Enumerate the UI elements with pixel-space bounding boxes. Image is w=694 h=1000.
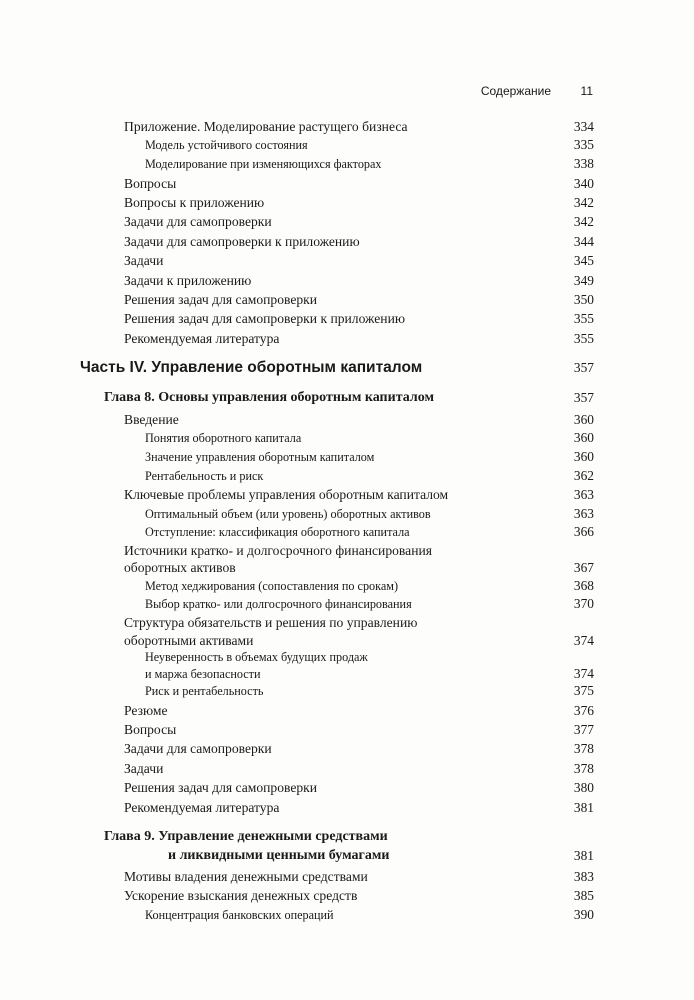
toc-entry-page-number: 350: [573, 291, 594, 307]
toc-entry-title: Моделирование при изменяющихся факторах: [145, 156, 382, 171]
toc-subsection: [0, 577, 694, 596]
toc-entry-title: Мотивы владения денежными средствами: [124, 868, 368, 884]
toc-entry-page-number: 357: [573, 360, 594, 376]
toc-entry-page-number: 340: [573, 175, 594, 191]
toc-entry-title-continued: и маржа безопасности: [145, 666, 261, 681]
toc-subsection: [0, 523, 694, 542]
toc-entry-title: Значение управления оборотным капиталом: [145, 450, 375, 465]
toc-entry-page-number: 376: [573, 702, 594, 718]
toc-section: [0, 739, 694, 758]
toc-subsection: [0, 906, 694, 925]
toc-entry-title: Риск и рентабельность: [145, 684, 264, 699]
toc-entry-title: Задачи для самопроверки к приложению: [124, 233, 360, 249]
toc-section: [0, 720, 694, 739]
toc-entry-title: Рекомендуемая литература: [124, 799, 280, 815]
toc-entry-page-number: 370: [573, 596, 594, 612]
toc-section: [0, 232, 694, 251]
toc-section: [0, 485, 694, 504]
toc-entry-page-number: 390: [573, 906, 594, 922]
toc-entry-page-number: 383: [573, 868, 594, 884]
toc-entry-title: Задачи к приложению: [124, 272, 252, 288]
toc-entry-page-number: 385: [573, 888, 594, 904]
toc-subsection: [0, 649, 694, 682]
toc-subsection: [0, 467, 694, 486]
toc-entry-page-number: 345: [573, 253, 594, 269]
toc-chapter-heading: [0, 386, 694, 410]
toc-entry-title: Понятия оборотного капитала: [145, 431, 302, 446]
toc-subsection: [0, 595, 694, 614]
toc-entry-page-number: 377: [573, 722, 594, 738]
toc-part-heading: [0, 350, 694, 386]
running-head: [0, 84, 694, 102]
toc-section: [0, 329, 694, 348]
toc-section: [0, 212, 694, 231]
toc-entry-page-number: 378: [573, 760, 594, 776]
toc-section: [0, 542, 694, 577]
toc-entry-title: Задачи для самопроверки: [124, 214, 272, 230]
toc-entry-page-number: 349: [573, 272, 594, 288]
toc-entry-page-number: 334: [573, 119, 594, 134]
toc-section: [0, 867, 694, 886]
toc-entry-title: Ключевые проблемы управления оборотным капиталом: [124, 487, 449, 503]
toc-entry-title: Ускорение взыскания денежных средств: [124, 888, 358, 904]
toc-entry-title: Рентабельность и риск: [145, 468, 264, 483]
toc-section: [0, 886, 694, 905]
toc-section: [0, 174, 694, 193]
toc-section: [0, 290, 694, 309]
toc-section: [0, 798, 694, 817]
toc-entry-page-number: 338: [573, 155, 594, 171]
toc-entry-page-number: 374: [573, 632, 594, 648]
toc-section: [0, 117, 694, 136]
toc-entry-page-number: 342: [573, 214, 594, 230]
toc-entry-title: Решения задач для самопроверки: [124, 780, 318, 796]
toc-subsection: [0, 429, 694, 448]
toc-entry-page-number: 360: [573, 412, 594, 428]
toc-entry-title: Метод хеджирования (сопоставления по срокам): [145, 578, 399, 593]
toc-section: [0, 778, 694, 797]
toc-entry-title: Неуверенность в объемах будущих продаж: [145, 650, 368, 665]
table-of-contents: [0, 117, 694, 924]
toc-entry-page-number: 380: [573, 780, 594, 796]
toc-entry-title: Источники кратко- и долгосрочного финансирования: [124, 542, 433, 558]
toc-entry-title: Введение: [124, 412, 179, 428]
toc-entry-title: Часть IV. Управление оборотным капиталом: [80, 359, 423, 377]
toc-section: [0, 614, 694, 649]
toc-subsection: [0, 155, 694, 174]
running-head-title: Содержание: [480, 84, 551, 98]
toc-entry-page-number: 362: [573, 467, 594, 483]
toc-entry-title: Задачи: [124, 253, 164, 269]
toc-section: [0, 759, 694, 778]
toc-entry-page-number: 378: [573, 741, 594, 757]
toc-entry-title: Концентрация банковских операций: [145, 907, 334, 922]
toc-subsection: [0, 505, 694, 524]
toc-section: [0, 410, 694, 429]
toc-entry-title: Задачи для самопроверки: [124, 741, 272, 757]
toc-entry-title: Оптимальный объем (или уровень) оборотных активов: [145, 506, 431, 521]
toc-entry-page-number: 357: [573, 390, 594, 406]
toc-section: [0, 701, 694, 720]
toc-entry-page-number: 367: [573, 560, 594, 576]
toc-entry-title: Приложение. Моделирование растущего бизнеса: [124, 119, 408, 134]
toc-entry-page-number: 363: [573, 505, 594, 521]
toc-entry-title: Глава 9. Управление денежными средствами: [104, 828, 388, 844]
toc-entry-title: Вопросы: [124, 175, 177, 191]
toc-entry-title: Структура обязательств и решения по управлению: [124, 615, 418, 631]
toc-entry-title-continued: оборотных активов: [124, 560, 236, 576]
toc-entry-title-continued: и ликвидными ценными бумагами: [168, 847, 390, 863]
toc-entry-title: Решения задач для самопроверки к приложению: [124, 311, 406, 327]
toc-entry-page-number: 368: [573, 577, 594, 593]
toc-section: [0, 193, 694, 212]
toc-entry-page-number: 355: [573, 330, 594, 346]
toc-entry-page-number: 344: [573, 233, 594, 249]
toc-entry-page-number: 381: [573, 799, 594, 815]
toc-entry-page-number: 360: [573, 449, 594, 465]
toc-entry-title: Решения задач для самопроверки: [124, 291, 318, 307]
toc-entry-title: Выбор кратко- или долгосрочного финансирования: [145, 597, 412, 612]
toc-section: [0, 271, 694, 290]
toc-entry-title: Отступление: классификация оборотного капитала: [145, 525, 410, 540]
toc-section: [0, 251, 694, 270]
toc-entry-page-number: 375: [573, 683, 594, 699]
toc-entry-page-number: 366: [573, 524, 594, 540]
running-head-page-number: 11: [580, 84, 593, 98]
toc-subsection: [0, 682, 694, 701]
toc-entry-page-number: 381: [573, 847, 594, 863]
toc-entry-page-number: 363: [573, 487, 594, 503]
toc-entry-title: Вопросы: [124, 722, 177, 738]
toc-entry-title: Вопросы к приложению: [124, 194, 265, 210]
toc-entry-title: Модель устойчивого состояния: [145, 138, 308, 153]
toc-entry-title: Рекомендуемая литература: [124, 330, 280, 346]
toc-subsection: [0, 136, 694, 155]
toc-subsection: [0, 448, 694, 467]
toc-entry-page-number: 355: [573, 311, 594, 327]
toc-entry-page-number: 374: [573, 665, 594, 681]
toc-section: [0, 309, 694, 328]
toc-chapter-heading: [0, 827, 694, 867]
toc-entry-title: Задачи: [124, 760, 164, 776]
toc-entry-page-number: 360: [573, 430, 594, 446]
toc-entry-page-number: 342: [573, 194, 594, 210]
toc-entry-title-continued: оборотными активами: [124, 632, 254, 648]
toc-entry-page-number: 335: [573, 137, 594, 153]
toc-entry-title: Резюме: [124, 702, 168, 718]
toc-entry-title: Глава 8. Основы управления оборотным капиталом: [104, 390, 434, 406]
